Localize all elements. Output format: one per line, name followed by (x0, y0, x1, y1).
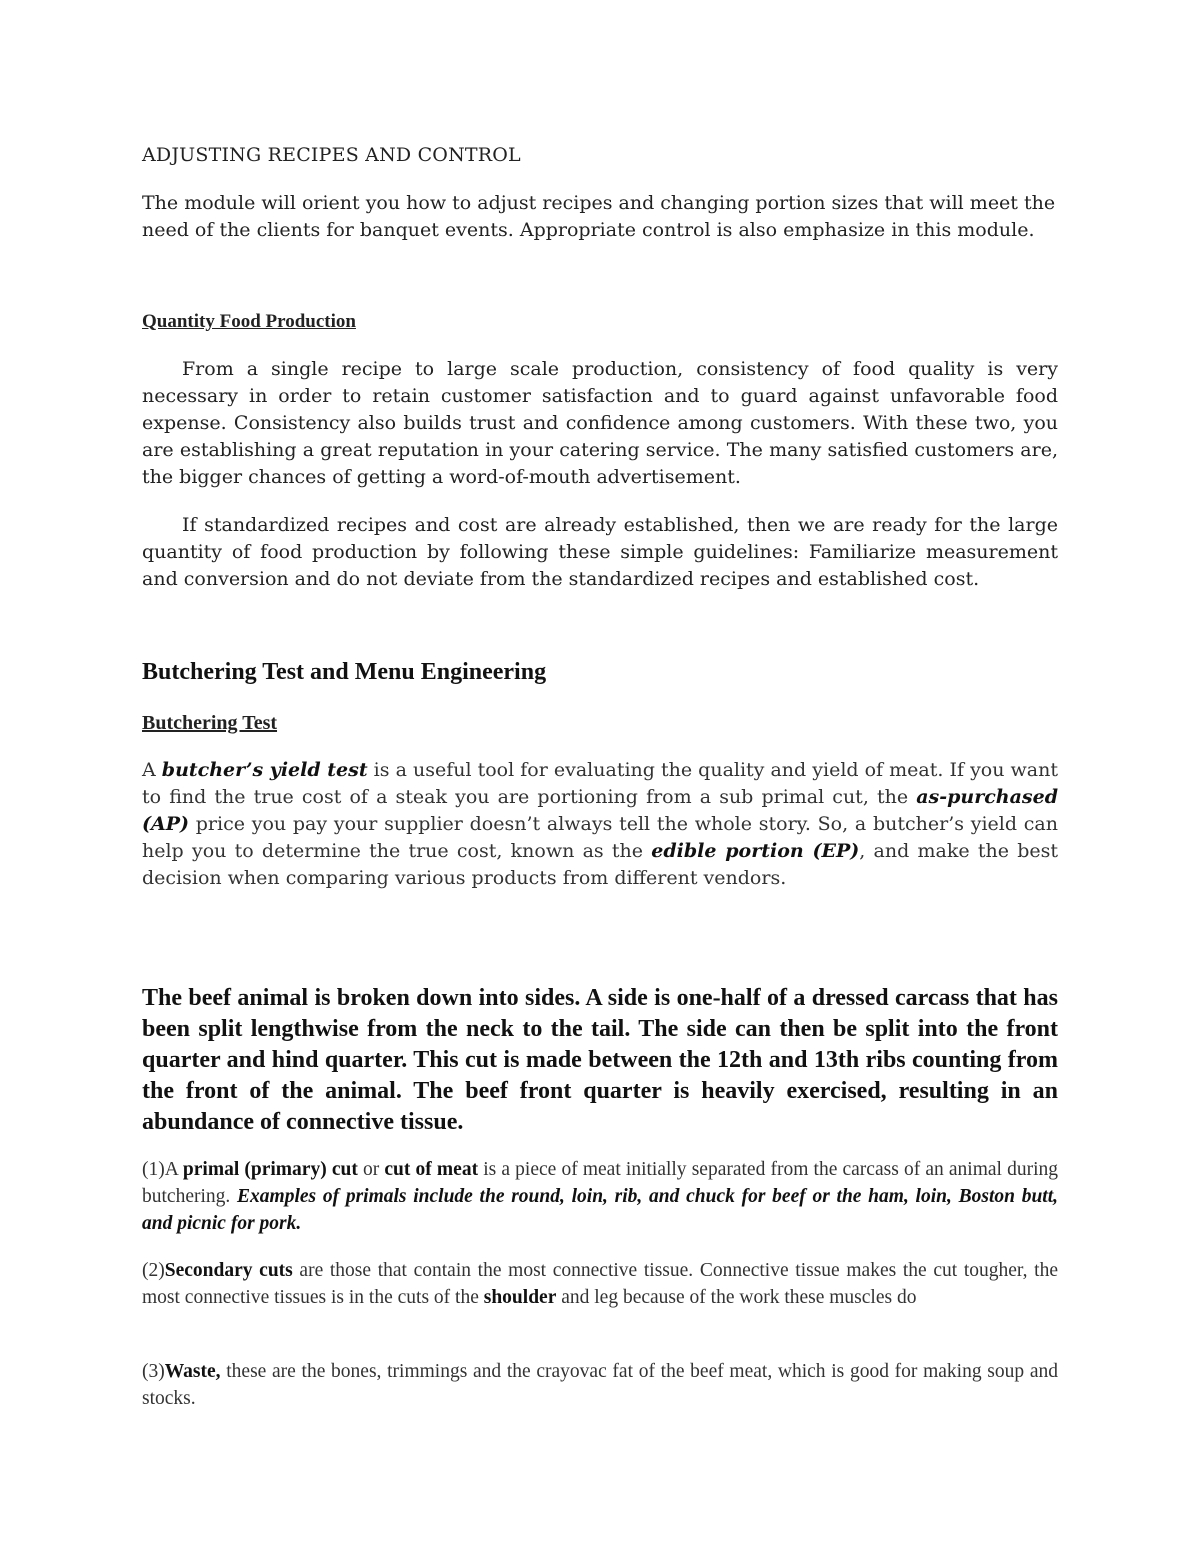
section-heading-text: Quantity Food Production (142, 311, 356, 332)
text-run: (3) (142, 1361, 165, 1382)
text-run: price you pay your supplier doesn’t always tell the whole story. So, a butcher’s yield can help you to determine the true cost, known as the (142, 813, 1058, 862)
text-run: are those that contain the most connective tissue. Connective tissue makes the cut tougher, the most connective tissues is in the cuts of the (142, 1260, 1058, 1308)
term-primal-cut: primal (primary) cut (182, 1159, 358, 1180)
primal-examples: Examples of primals include the round, loin, rib, and chuck for beef or the ham, loin, Boston butt, and picnic for pork. (142, 1186, 1059, 1234)
term-butchers-yield-test: butcher’s yield test (161, 759, 368, 781)
document-title: ADJUSTING RECIPES AND CONTROL (142, 144, 521, 166)
section-heading-butchering-menu: Butchering Test and Menu Engineering (142, 659, 547, 685)
term-secondary-cuts: Secondary cuts (164, 1260, 293, 1281)
text-run: is a piece of meat initially separated from the carcass of an animal during butchering. (142, 1159, 1059, 1207)
text-run: or (357, 1159, 385, 1180)
text-run: (2) (142, 1260, 165, 1281)
term-cut-of-meat: cut of meat (384, 1159, 479, 1180)
list-item-secondary-cuts (142, 1257, 1058, 1311)
text-run: and leg because of the work these muscles do (556, 1287, 917, 1308)
text-run: , and make the best decision when comparing various products from different vendors. (142, 840, 1058, 889)
text-run: (1)A (142, 1159, 183, 1180)
list-item-primal-cut (142, 1156, 1058, 1237)
term-waste: Waste, (164, 1361, 221, 1382)
subheading-butchering-test (142, 710, 1058, 735)
term-edible-portion: edible portion (EP) (651, 840, 860, 862)
list-item-waste (142, 1358, 1058, 1412)
term-shoulder: shoulder (483, 1287, 557, 1308)
paragraph-butchers-yield (142, 757, 1058, 892)
text-run: is a useful tool for evaluating the quality and yield of meat. If you want to find the true cost of a steak you are portioning from a sub primal cut, the (142, 759, 1059, 808)
text-run: these are the bones, trimmings and the crayovac fat of the beef meat, which is good for making soup and stocks. (142, 1361, 1058, 1409)
paragraph-beef-animal: The beef animal is broken down into sides. A side is one-half of a dressed carcass that has been split lengthwise from the neck to the tail. The side can then be split into the front quarter and hind quarter. This cut is made between the 12th and 13th ribs counting from the front of the animal. The beef front quarter is heavily exercised, resulting in an abundance of connective tissue. (142, 985, 1058, 1135)
text-run: A (142, 759, 162, 781)
section-heading-quantity-food-production (142, 311, 1058, 333)
paragraph-standardized-recipes: If standardized recipes and cost are already established, then we are ready for the large quantity of food production by following these simple guidelines: Familiarize measurement and conversion and do not deviate from the standardized recipes and established cost. (142, 514, 1058, 590)
intro-paragraph: The module will orient you how to adjust recipes and changing portion sizes that will meet the need of the clients for banquet events. Appropriate control is also emphasize in this module. (142, 192, 1056, 241)
term-as-purchased: as-purchased (AP) (142, 786, 1058, 835)
subheading-text: Butchering Test (142, 712, 278, 734)
paragraph-consistency: From a single recipe to large scale production, consistency of food quality is very necessary in order to retain customer satisfaction and to guard against unfavorable food expense. Consistency also builds trust and confidence among customers. With these two, you are establishing a great reputation in your catering service. The many satisfied customers are, the bigger chances of getting a word-of-mouth advertisement. (142, 358, 1058, 488)
